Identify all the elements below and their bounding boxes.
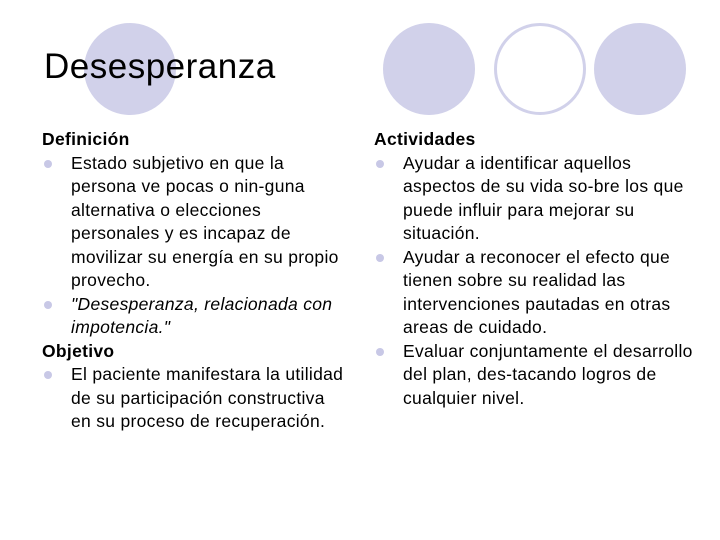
list-item (374, 152, 700, 246)
list-item (374, 246, 700, 340)
bullet-text: Ayudar a identificar aquellos aspectos de su vida so-bre los que puede influir para mejorar su situación. (403, 152, 684, 243)
bullet-icon (376, 348, 384, 356)
objective-heading: Objetivo (42, 340, 115, 361)
bullet-text: Evaluar conjuntamente el desarrollo del plan, des-tacando logros de cualquier nivel. (403, 340, 693, 408)
bullet-icon (44, 301, 52, 309)
left-column (42, 128, 348, 434)
list-item (42, 363, 348, 434)
bullet-text: El paciente manifestara la utilidad de su participación constructiva en su proceso de recuperación. (71, 364, 344, 431)
bullet-text: Ayudar a reconocer el efecto que tienen sobre su realidad las intervenciones pautadas en otras areas de cuidado. (403, 246, 671, 337)
activities-heading: Actividades (374, 129, 476, 149)
list-item (42, 293, 348, 340)
right-column (374, 128, 700, 410)
bullet-icon (376, 160, 384, 168)
decor-circle-4 (594, 23, 686, 115)
decor-circle-3 (494, 23, 586, 115)
bullet-icon (376, 254, 384, 262)
bullet-icon (44, 371, 52, 379)
list-item (374, 340, 700, 411)
definition-heading: Definición (42, 129, 130, 149)
list-item (42, 152, 348, 293)
bullet-icon (44, 160, 52, 168)
bullet-text: Estado subjetivo en que la persona ve pocas o nin-guna alternativa o elecciones personales y es incapaz de movilizar su energía en su propio provecho. (71, 152, 339, 290)
decor-circle-2 (383, 23, 475, 115)
slide-title: Desesperanza (44, 47, 276, 86)
bullet-text: "Desesperanza, relacionada con impotencia." (71, 293, 333, 337)
